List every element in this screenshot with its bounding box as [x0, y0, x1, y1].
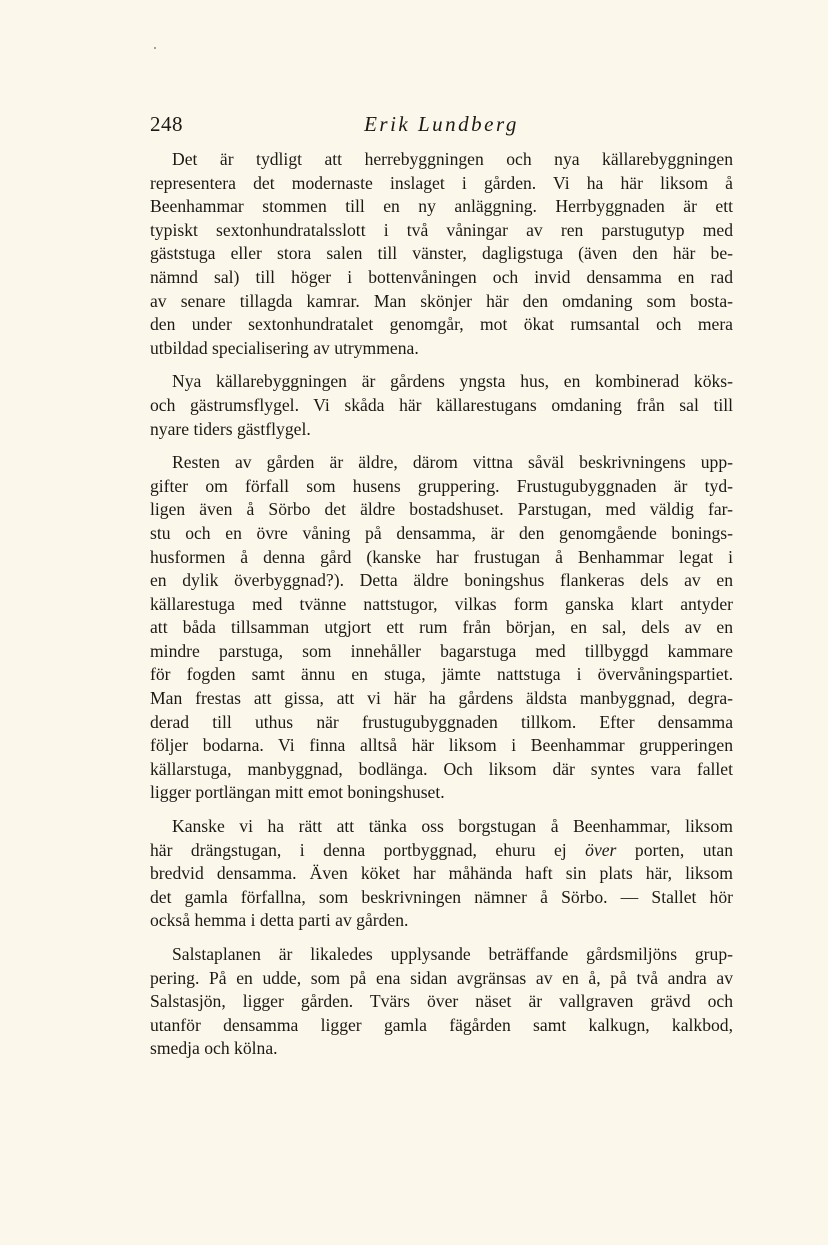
paper-speck — [154, 47, 156, 49]
text-line-with-emphasis — [150, 839, 733, 863]
paragraph-5 — [150, 943, 733, 1061]
text-line: nämnd sal) till höger i bottenvåningen och invid densamma en rad — [150, 266, 733, 287]
text-line: Salstasjön, ligger gården. Tvärs över näset är vallgraven grävd och — [150, 991, 733, 1012]
text-line: pering. På en udde, som på ena sidan avgränsas av en å, på två andra av — [150, 967, 733, 988]
text-line: husformen å denna gård (kanske har frustugan å Benhammar legat i — [150, 546, 733, 567]
running-head — [150, 112, 733, 142]
text-line: derad till uthus när frustugubyggnaden tillkom. Efter densamma — [150, 711, 733, 732]
text-line: en dylik överbyggnad?). Detta äldre boningshus flankeras dels av en — [150, 570, 733, 591]
emphasized-word: över — [585, 839, 617, 860]
text-line: gifter om förfall som husens gruppering. Frustugubyggnaden är tyd- — [150, 475, 733, 496]
paragraph-4 — [150, 815, 733, 933]
running-head-author: Erik Lundberg — [364, 112, 519, 136]
paragraph-2 — [150, 370, 733, 441]
text-line: Man frestas att gissa, att vi här ha gårdens äldsta manbyggnad, degra- — [150, 688, 733, 709]
text-line: smedja och kölna. — [150, 1038, 278, 1059]
text-line: ligen även å Sörbo det äldre bostadshuset. Parstugan, med väldig far- — [150, 499, 733, 520]
text-line: typiskt sextonhundratalsslott i två våningar av ren parstugutyp med — [150, 219, 733, 240]
text-line: Beenhammar stommen till en ny anläggning. Herrbyggnaden är ett — [150, 196, 733, 217]
text-line: och gästrumsflygel. Vi skåda här källarestugans omdaning från sal till — [150, 394, 733, 415]
text-line: det gamla förfallna, som beskrivningen nämner å Sörbo. — Stallet hör — [150, 886, 733, 907]
text-line: bredvid densamma. Även köket har måhända haft sin plats här, liksom — [150, 863, 733, 884]
text-line: gäststuga eller stora salen till vänster, dagligstuga (även den här be- — [150, 243, 733, 264]
text-line: källarestuga med tvänne nattstugor, vilkas form ganska klart antyder — [150, 593, 733, 614]
text-line: för fogden samt ännu en stuga, jämte nattstuga i övervåningspartiet. — [150, 664, 733, 685]
page-number: 248 — [150, 112, 183, 136]
text-line: representera det modernaste inslaget i gården. Vi ha här liksom å — [150, 172, 733, 193]
text-line: Det är tydligt att herrebyggningen och nya källarebyggningen — [172, 149, 733, 169]
text-line: Resten av gården är äldre, därom vittna såväl beskrivningens upp- — [172, 452, 733, 473]
text-line: stu och en övre våning på densamma, är den genomgående bonings- — [150, 522, 733, 543]
paragraph-3 — [150, 451, 733, 805]
text-line: källarstuga, manbyggnad, bodlänga. Och liksom där syntes vara fallet — [150, 758, 733, 779]
paragraph-1 — [150, 148, 733, 360]
text-line: mindre parstuga, som innehåller bagarstuga med tillbyggd kammare — [150, 640, 733, 661]
text-line: ligger portlängan mitt emot boningshuset. — [150, 782, 445, 803]
text-segment: porten, utan — [634, 839, 733, 860]
text-line: också hemma i detta parti av gården. — [150, 910, 409, 931]
body-text — [150, 148, 733, 1071]
text-line: nyare tiders gästflygel. — [150, 418, 311, 439]
text-line: utbildad specialisering av utrymmena. — [150, 337, 419, 358]
text-line: Salstaplanen är likaledes upplysande beträffande gårdsmiljöns grup- — [172, 944, 733, 964]
text-line: Kanske vi ha rätt att tänka oss borgstugan å Beenhammar, liksom — [172, 816, 733, 837]
text-line: följer bodarna. Vi finna alltså här liksom i Beenhammar grupperingen — [150, 735, 733, 756]
text-line: den under sextonhundratalet genomgår, mot ökat rumsantal och mera — [150, 314, 733, 335]
text-line: utanför densamma ligger gamla fägården samt kalkugn, kalkbod, — [150, 1014, 733, 1035]
text-segment: här drängstugan, i denna portbyggnad, ehuru ej — [150, 839, 567, 860]
text-line: Nya källarebyggningen är gårdens yngsta hus, en kombinerad köks- — [172, 371, 733, 392]
text-line: att båda tillsamman utgjort ett rum från början, en sal, dels av en — [150, 617, 733, 638]
text-line: av senare tillagda kamrar. Man skönjer här den omdaning som bosta- — [150, 290, 733, 311]
